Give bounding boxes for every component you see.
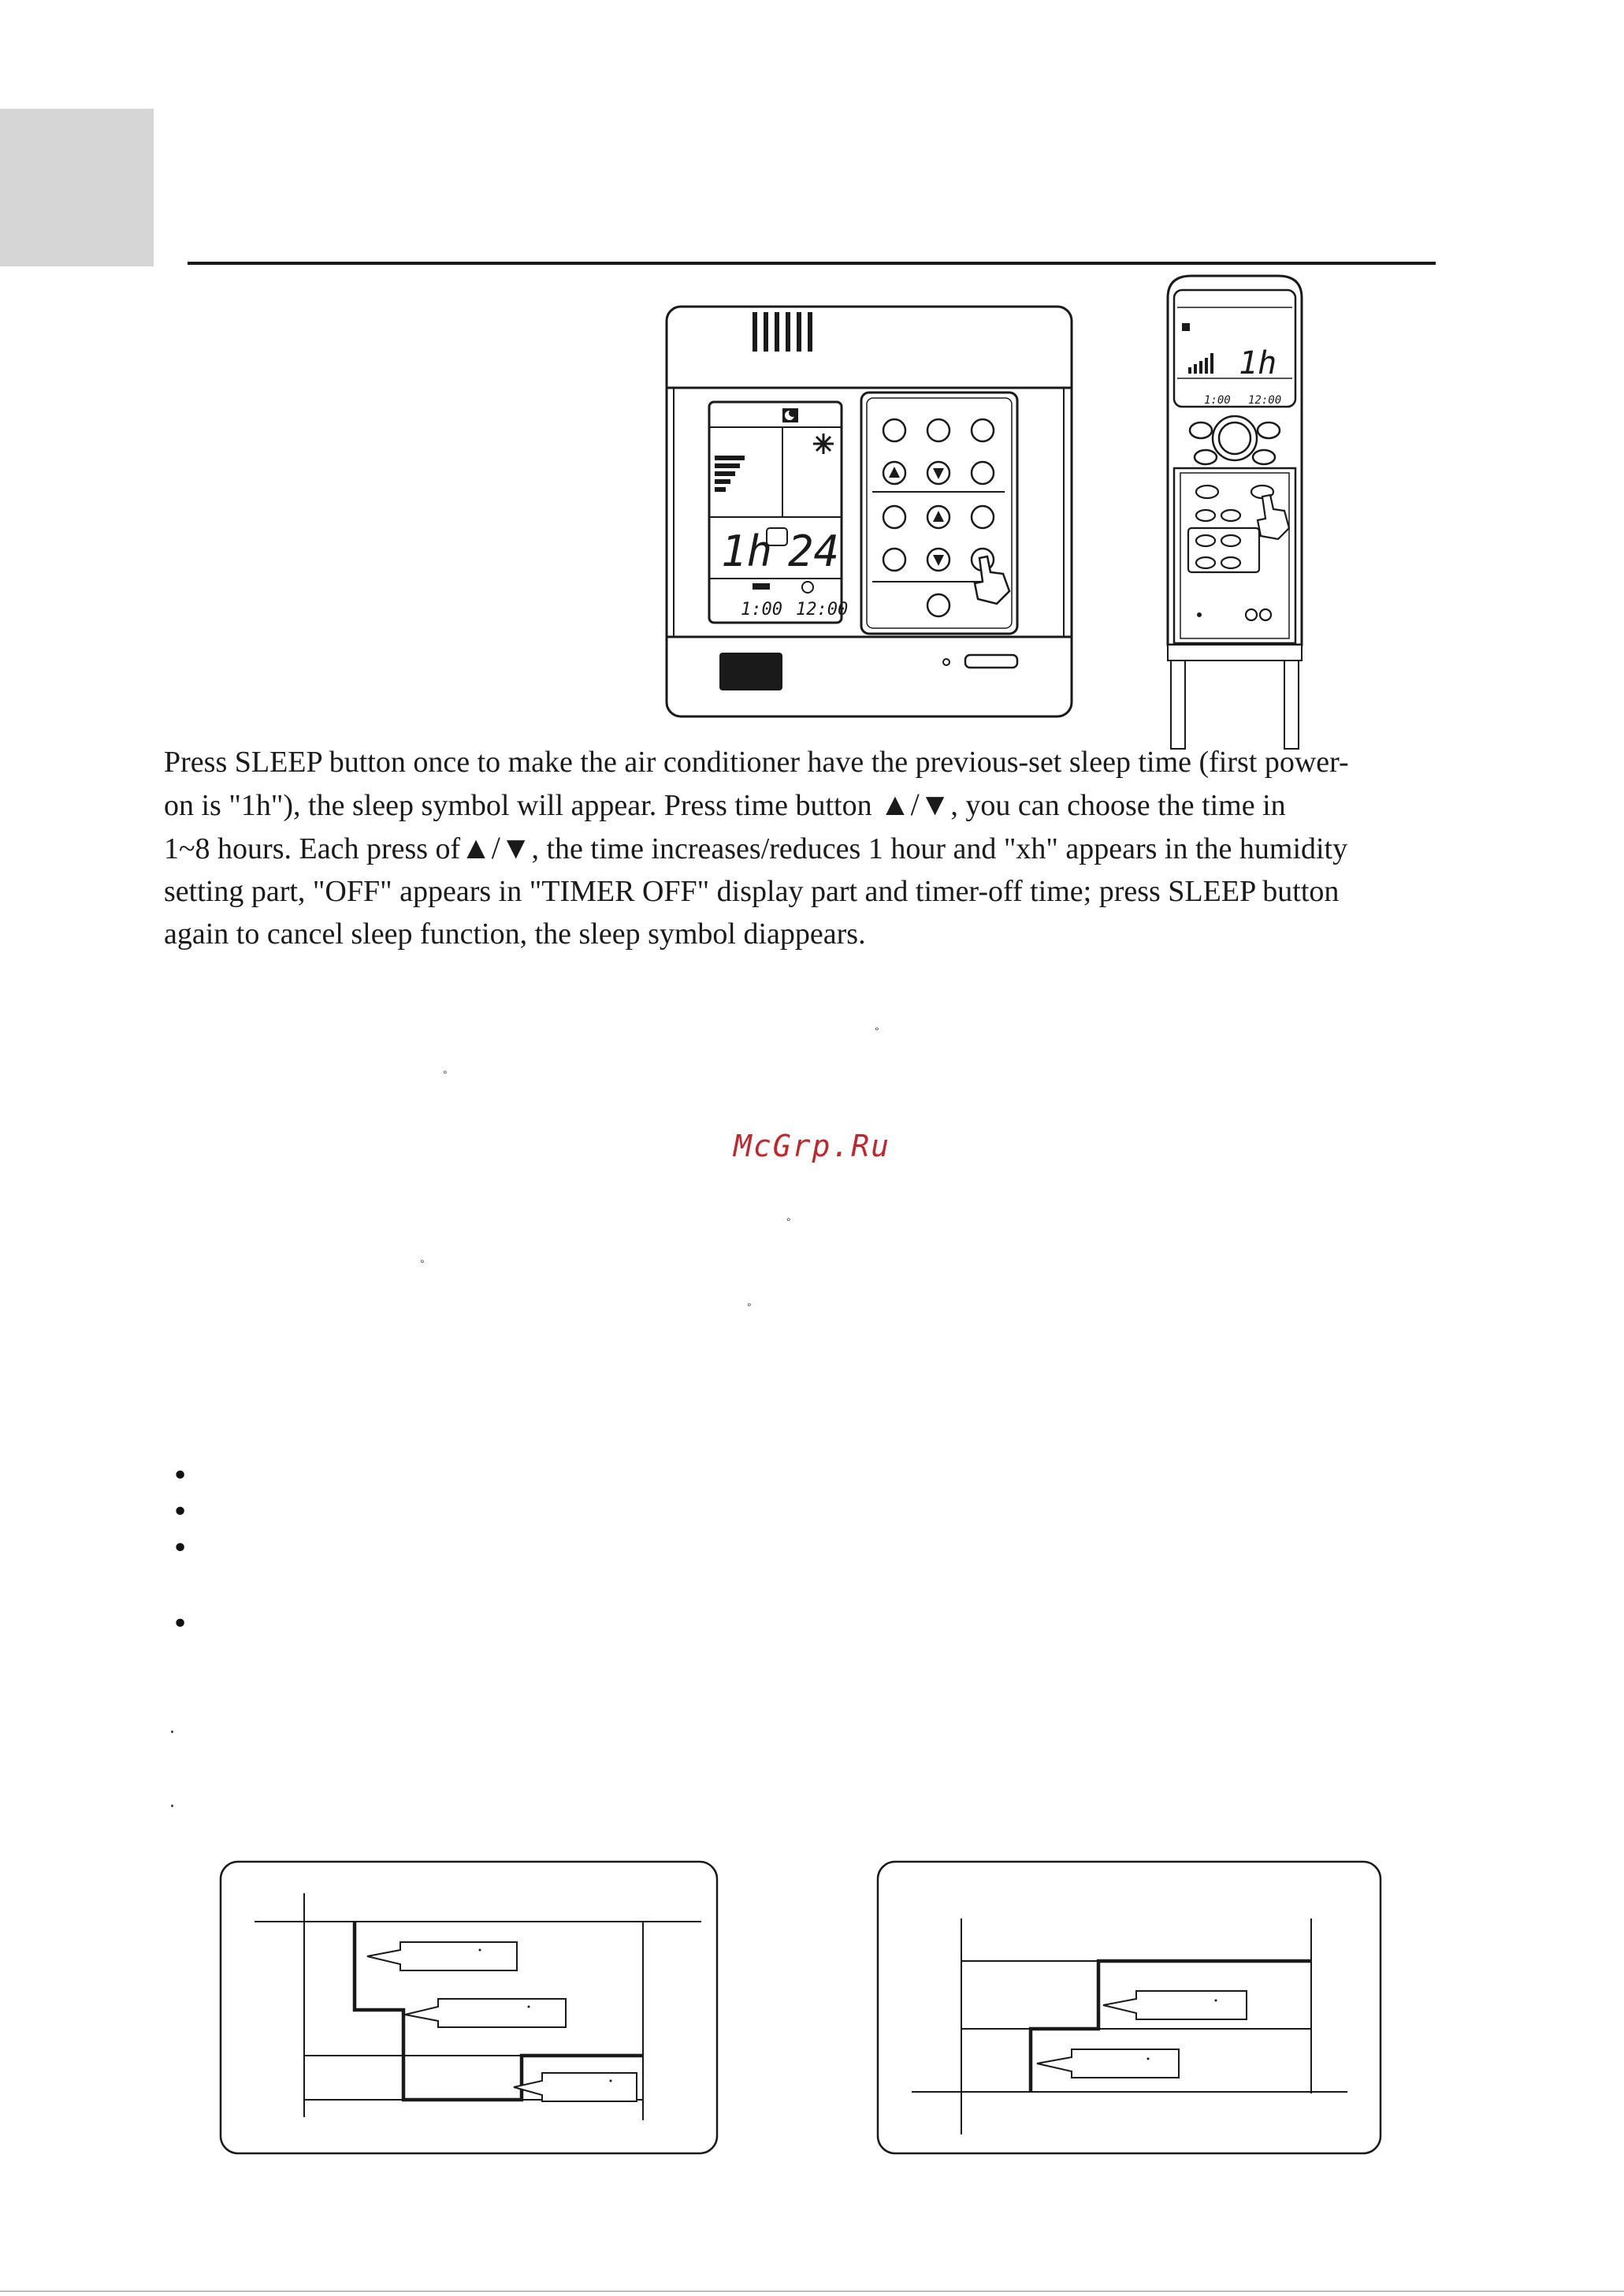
small-dot: ·	[169, 1723, 175, 1743]
wall-controller-illustration	[666, 306, 1076, 720]
degree-mark: °	[786, 1215, 791, 1228]
remote-time-left: 1:00	[1204, 394, 1231, 407]
page-tab	[0, 109, 154, 266]
para-line-1: Press SLEEP button once to make the air conditioner have the previous-set sleep time (first power-	[164, 746, 1349, 779]
para-line-4: setting part, "OFF" appears in "TIMER OFF" display part and timer-off time; press SLEEP button	[164, 875, 1340, 908]
up-down-arrows-icon-2: ▲/▼	[460, 830, 532, 865]
para-line-5: again to cancel sleep function, the sleep symbol diappears.	[164, 917, 866, 951]
controller-button-panel	[861, 393, 1017, 634]
up-down-arrows-icon: ▲/▼	[879, 787, 951, 822]
moon-icon	[782, 408, 798, 422]
lcd-left-digits: 1h	[721, 527, 773, 576]
cooling-sleep-curve-diagram	[219, 1860, 719, 2155]
controller-lcd	[709, 402, 848, 623]
para-line-3a: 1~8 hours. Each press of	[164, 832, 461, 865]
page-bottom-edge	[0, 2290, 1624, 2292]
remote-lcd-digits: 1h	[1239, 345, 1277, 381]
degree-mark: °	[443, 1068, 448, 1081]
lcd-time-left: 1:00	[741, 600, 782, 620]
sleep-instructions-paragraph	[164, 741, 1456, 955]
degree-mark: °	[747, 1301, 752, 1313]
para-line-2b: , you can choose the time in	[950, 789, 1286, 822]
para-line-3b: , the time increases/reduces 1 hour and "xh" appears in the humidity	[531, 832, 1348, 865]
degree-mark: °	[420, 1257, 425, 1270]
remote-time-right: 12:00	[1248, 394, 1282, 407]
bullet: •	[172, 1460, 189, 1492]
small-dot: ·	[169, 1797, 175, 1817]
lcd-time-right: 12:00	[796, 600, 849, 620]
heating-sleep-curve-diagram	[876, 1860, 1382, 2155]
watermark: McGrp.Ru	[733, 1129, 891, 1163]
section-rule	[188, 262, 1436, 265]
controller-receiver	[719, 653, 782, 690]
lcd-right-digits: 24	[788, 527, 840, 576]
para-line-2a: on is "1h"), the sleep symbol will appear. Press time button	[164, 789, 880, 822]
degree-mark: °	[875, 1025, 879, 1037]
remote-illustration	[1160, 274, 1310, 754]
bullet: •	[172, 1496, 189, 1528]
bullet: •	[172, 1532, 189, 1565]
bullet: •	[172, 1608, 189, 1640]
